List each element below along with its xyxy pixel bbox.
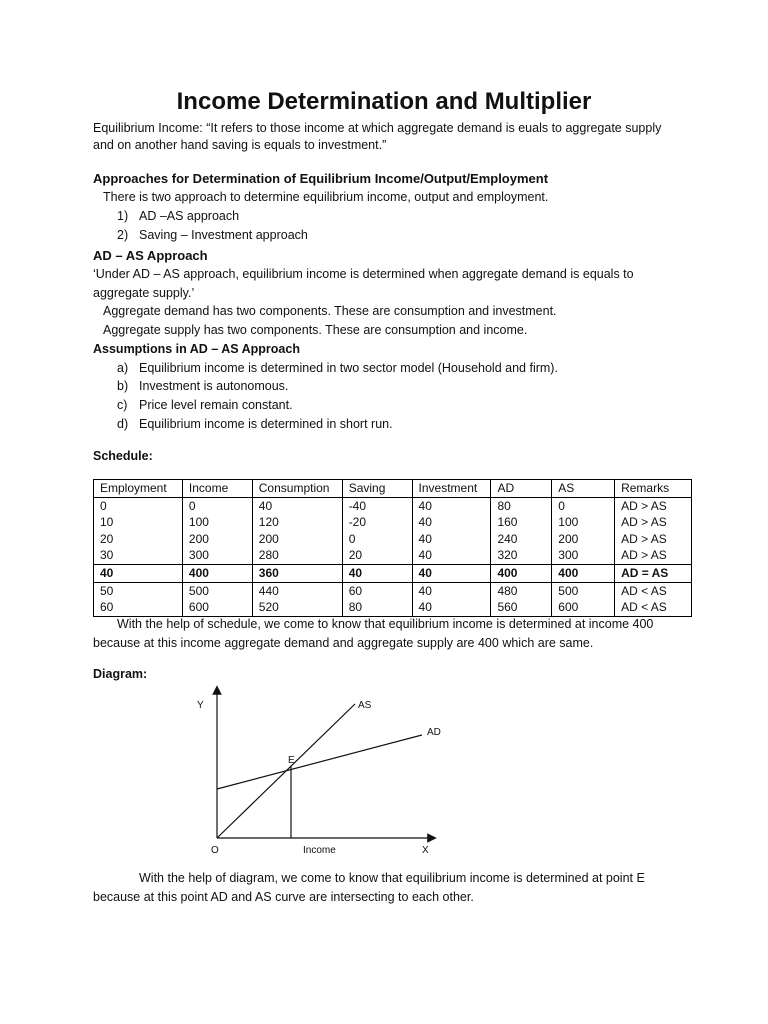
table-cell: 200: [252, 531, 342, 548]
table-cell: 40: [94, 564, 183, 582]
column-header: Investment: [412, 480, 491, 498]
table-cell: 40: [342, 564, 412, 582]
table-cell: 400: [182, 564, 252, 582]
income-axis-label: Income: [303, 845, 336, 856]
definition-line-2: and on another hand saving is equals to investment.”: [93, 138, 387, 152]
table-cell: 600: [552, 599, 615, 616]
table-cell: 40: [412, 547, 491, 564]
table-cell: AD < AS: [615, 599, 692, 616]
ad-curve-label: AD: [427, 727, 441, 738]
schedule-note-2: because at this income aggregate demand and aggregate supply are 400 which are same.: [93, 636, 594, 650]
adas-heading: AD – AS Approach: [93, 248, 208, 263]
equilibrium-point-label: E: [288, 755, 295, 766]
table-cell: 200: [552, 531, 615, 548]
table-cell: AD > AS: [615, 547, 692, 564]
assumption-num: a): [117, 361, 129, 375]
column-header: Saving: [342, 480, 412, 498]
table-cell: 160: [491, 514, 552, 531]
table-cell: 600: [182, 599, 252, 616]
table-cell: AD < AS: [615, 582, 692, 599]
assumption-num: d): [117, 417, 129, 431]
table-cell: 480: [491, 582, 552, 599]
approaches-heading: Approaches for Determination of Equilibrium Income/Output/Employment: [93, 171, 549, 186]
column-header: AD: [491, 480, 552, 498]
ad-curve: [217, 735, 422, 789]
table-cell: 10: [94, 514, 183, 531]
table-cell: -40: [342, 497, 412, 514]
origin-label: O: [211, 845, 219, 856]
table-cell: 360: [252, 564, 342, 582]
column-header: AS: [552, 480, 615, 498]
table-cell: 400: [552, 564, 615, 582]
table-cell: 80: [342, 599, 412, 616]
table-cell: 100: [182, 514, 252, 531]
approach-item-text: AD –AS approach: [139, 209, 240, 223]
diagram-note-1: With the help of diagram, we come to know that equilibrium income is determined at point E: [139, 871, 645, 885]
page-title: Income Determination and Multiplier: [176, 88, 592, 115]
table-cell: 320: [491, 547, 552, 564]
table-cell: 300: [552, 547, 615, 564]
table-cell: 120: [252, 514, 342, 531]
approach-item-num: 1): [117, 209, 129, 223]
y-axis-label: Y: [197, 700, 204, 711]
table-cell: 40: [412, 582, 491, 599]
table-cell: 40: [412, 599, 491, 616]
adas-line-3: Aggregate demand has two components. These are consumption and investment.: [103, 304, 557, 318]
table-cell: 280: [252, 547, 342, 564]
assumption-text: Price level remain constant.: [139, 398, 293, 412]
table-cell: AD = AS: [615, 564, 692, 582]
table-cell: 520: [252, 599, 342, 616]
table-cell: 200: [182, 531, 252, 548]
table-cell: 40: [412, 497, 491, 514]
adas-line-4: Aggregate supply has two components. These are consumption and income.: [103, 323, 528, 337]
approaches-intro: There is two approach to determine equilibrium income, output and employment.: [103, 190, 549, 204]
table-cell: 50: [94, 582, 183, 599]
definition-line-1: Equilibrium Income: “It refers to those income at which aggregate demand is euals to aggregate supply: [93, 121, 662, 135]
table-cell: 40: [412, 514, 491, 531]
table-cell: 500: [552, 582, 615, 599]
assumption-text: Equilibrium income is determined in two sector model (Household and firm).: [139, 361, 558, 375]
table-cell: 80: [491, 497, 552, 514]
column-header: Income: [182, 480, 252, 498]
table-cell: 20: [342, 547, 412, 564]
table-cell: 60: [342, 582, 412, 599]
table-cell: AD > AS: [615, 514, 692, 531]
table-cell: 30: [94, 547, 183, 564]
table-cell: 20: [94, 531, 183, 548]
column-header: Employment: [94, 480, 183, 498]
table-cell: 100: [552, 514, 615, 531]
assumption-num: c): [117, 398, 128, 412]
table-cell: AD > AS: [615, 531, 692, 548]
diagram-note-2: because at this point AD and AS curve are intersecting to each other.: [93, 890, 474, 904]
table-cell: 40: [412, 564, 491, 582]
table-cell: 0: [94, 497, 183, 514]
assumption-text: Investment is autonomous.: [139, 379, 289, 393]
schedule-note-1: With the help of schedule, we come to know that equilibrium income is determined at income 400: [117, 617, 654, 631]
table-cell: 300: [182, 547, 252, 564]
diagram-label: Diagram:: [93, 667, 148, 681]
table-cell: 0: [342, 531, 412, 548]
table-cell: 40: [252, 497, 342, 514]
table-cell: AD > AS: [615, 497, 692, 514]
table-cell: -20: [342, 514, 412, 531]
assumptions-heading: Assumptions in AD – AS Approach: [93, 342, 300, 356]
assumption-text: Equilibrium income is determined in short run.: [139, 417, 393, 431]
table-cell: 0: [552, 497, 615, 514]
approach-item-text: Saving – Investment approach: [139, 228, 308, 242]
approach-item-num: 2): [117, 228, 129, 242]
table-cell: 60: [94, 599, 183, 616]
table-cell: 440: [252, 582, 342, 599]
column-header: Remarks: [615, 480, 692, 498]
adas-line-1: ‘Under AD – AS approach, equilibrium income is determined when aggregate demand is equals to: [93, 267, 634, 281]
table-cell: 40: [412, 531, 491, 548]
schedule-label: Schedule:: [93, 449, 153, 463]
adas-line-2: aggregate supply.’: [93, 286, 195, 300]
x-axis-label: X: [422, 845, 429, 856]
as-curve-label: AS: [358, 700, 372, 711]
table-cell: 560: [491, 599, 552, 616]
column-header: Consumption: [252, 480, 342, 498]
assumption-num: b): [117, 379, 129, 393]
table-cell: 400: [491, 564, 552, 582]
table-cell: 500: [182, 582, 252, 599]
table-cell: 240: [491, 531, 552, 548]
table-cell: 0: [182, 497, 252, 514]
